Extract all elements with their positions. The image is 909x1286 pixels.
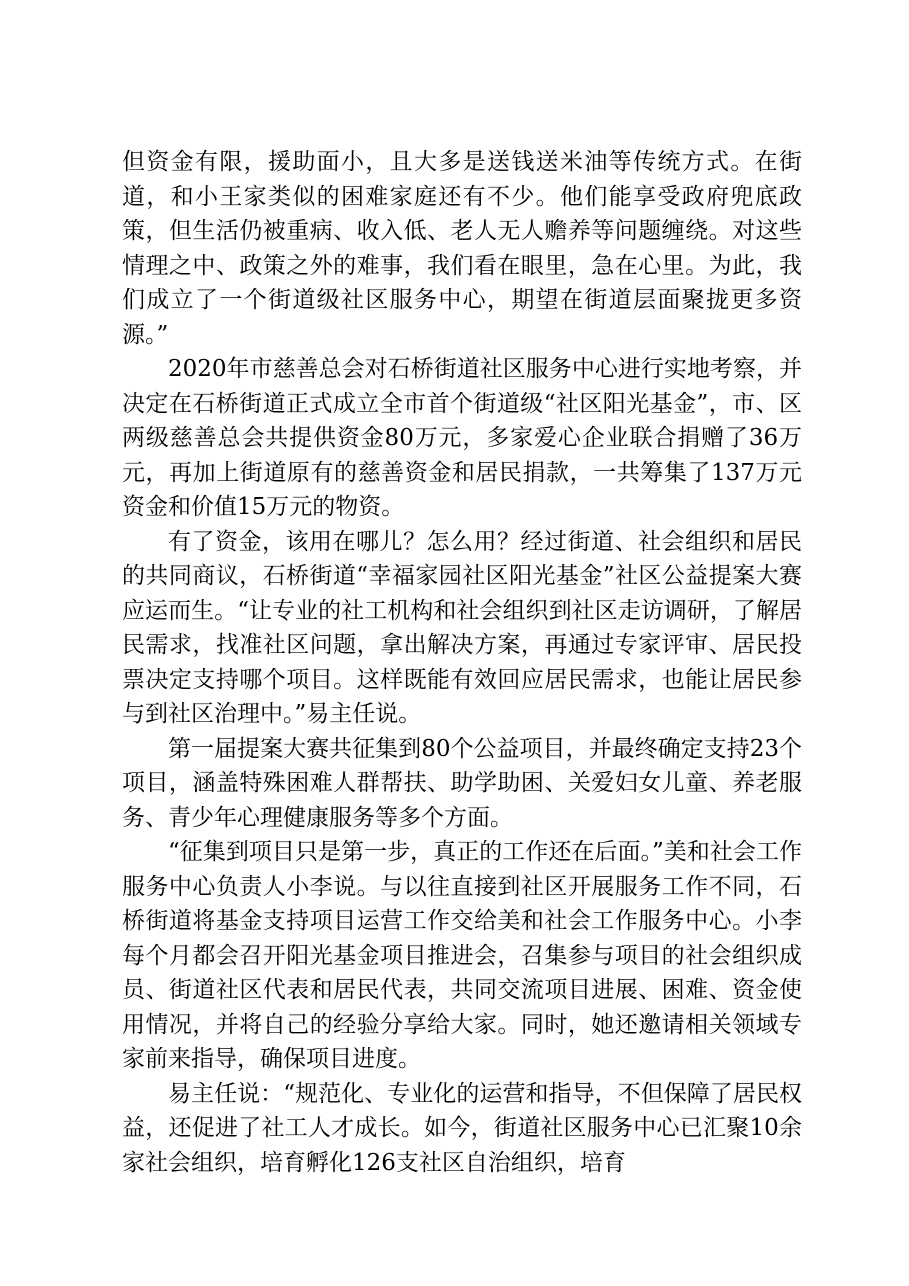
paragraph-continuation: 但资金有限，援助面小，且大多是送钱送米油等传统方式。在街道，和小王家类似的困难家庭还有不少。他们能享受政府兜底政策，但生活仍被重病、收入低、老人无人赡养等问题缠绕。对这些情理之中、政策之外的难事，我们看在眼里，急在心里。为此，我们成立了一个街道级社区服务中心，期望在街道层面聚拢更多资源。” <box>122 149 802 348</box>
paragraph-project-operation: “征集到项目只是第一步，真正的工作还在后面。”美和社会工作服务中心负责人小李说。与以往直接到社区开展服务工作不同，石桥街道将基金支持项目运营工作交给美和社会工作服务中心。小李每个月都会召开阳光基金项目推进会，召集参与项目的社会组织成员、街道社区代表和居民代表，共同交流项目进展、困难、资金使用情况，并将自己的经验分享给大家。同时，她还邀请相关领域专家前来指导，确保项目进度。 <box>122 839 802 1072</box>
paragraph-director-quote: 易主任说：“规范化、专业化的运营和指导，不但保障了居民权益，还促进了社工人才成长。如今，街道社区服务中心已汇聚10余家社会组织，培育孵化126支社区自治组织，培育 <box>122 1080 802 1176</box>
paragraph-first-contest-results: 第一届提案大赛共征集到80个公益项目，并最终确定支持23个项目，涵盖特殊困难人群帮扶、助学助困、关爱妇女儿童、养老服务、青少年心理健康服务等多个方面。 <box>122 735 802 831</box>
paragraph-proposal-contest: 有了资金，该用在哪儿？怎么用？经过街道、社会组织和居民的共同商议，石桥街道“幸福家园社区阳光基金”社区公益提案大赛应运而生。“让专业的社工机构和社会组织到社区走访调研，了解居民需求，找准社区问题，拿出解决方案，再通过专家评审、居民投票决定支持哪个项目。这样既能有效回应居民需求，也能让居民参与到社区治理中。”易主任说。 <box>122 528 802 727</box>
paragraph-fund-founding: 2020年市慈善总会对石桥街道社区服务中心进行实地考察，并决定在石桥街道正式成立全市首个街道级“社区阳光基金”，市、区两级慈善总会共提供资金80万元，多家爱心企业联合捐赠了36万元，再加上街道原有的慈善资金和居民捐款，一共筹集了137万元资金和价值15万元的物资。 <box>122 356 802 520</box>
document-body <box>122 145 802 1180</box>
